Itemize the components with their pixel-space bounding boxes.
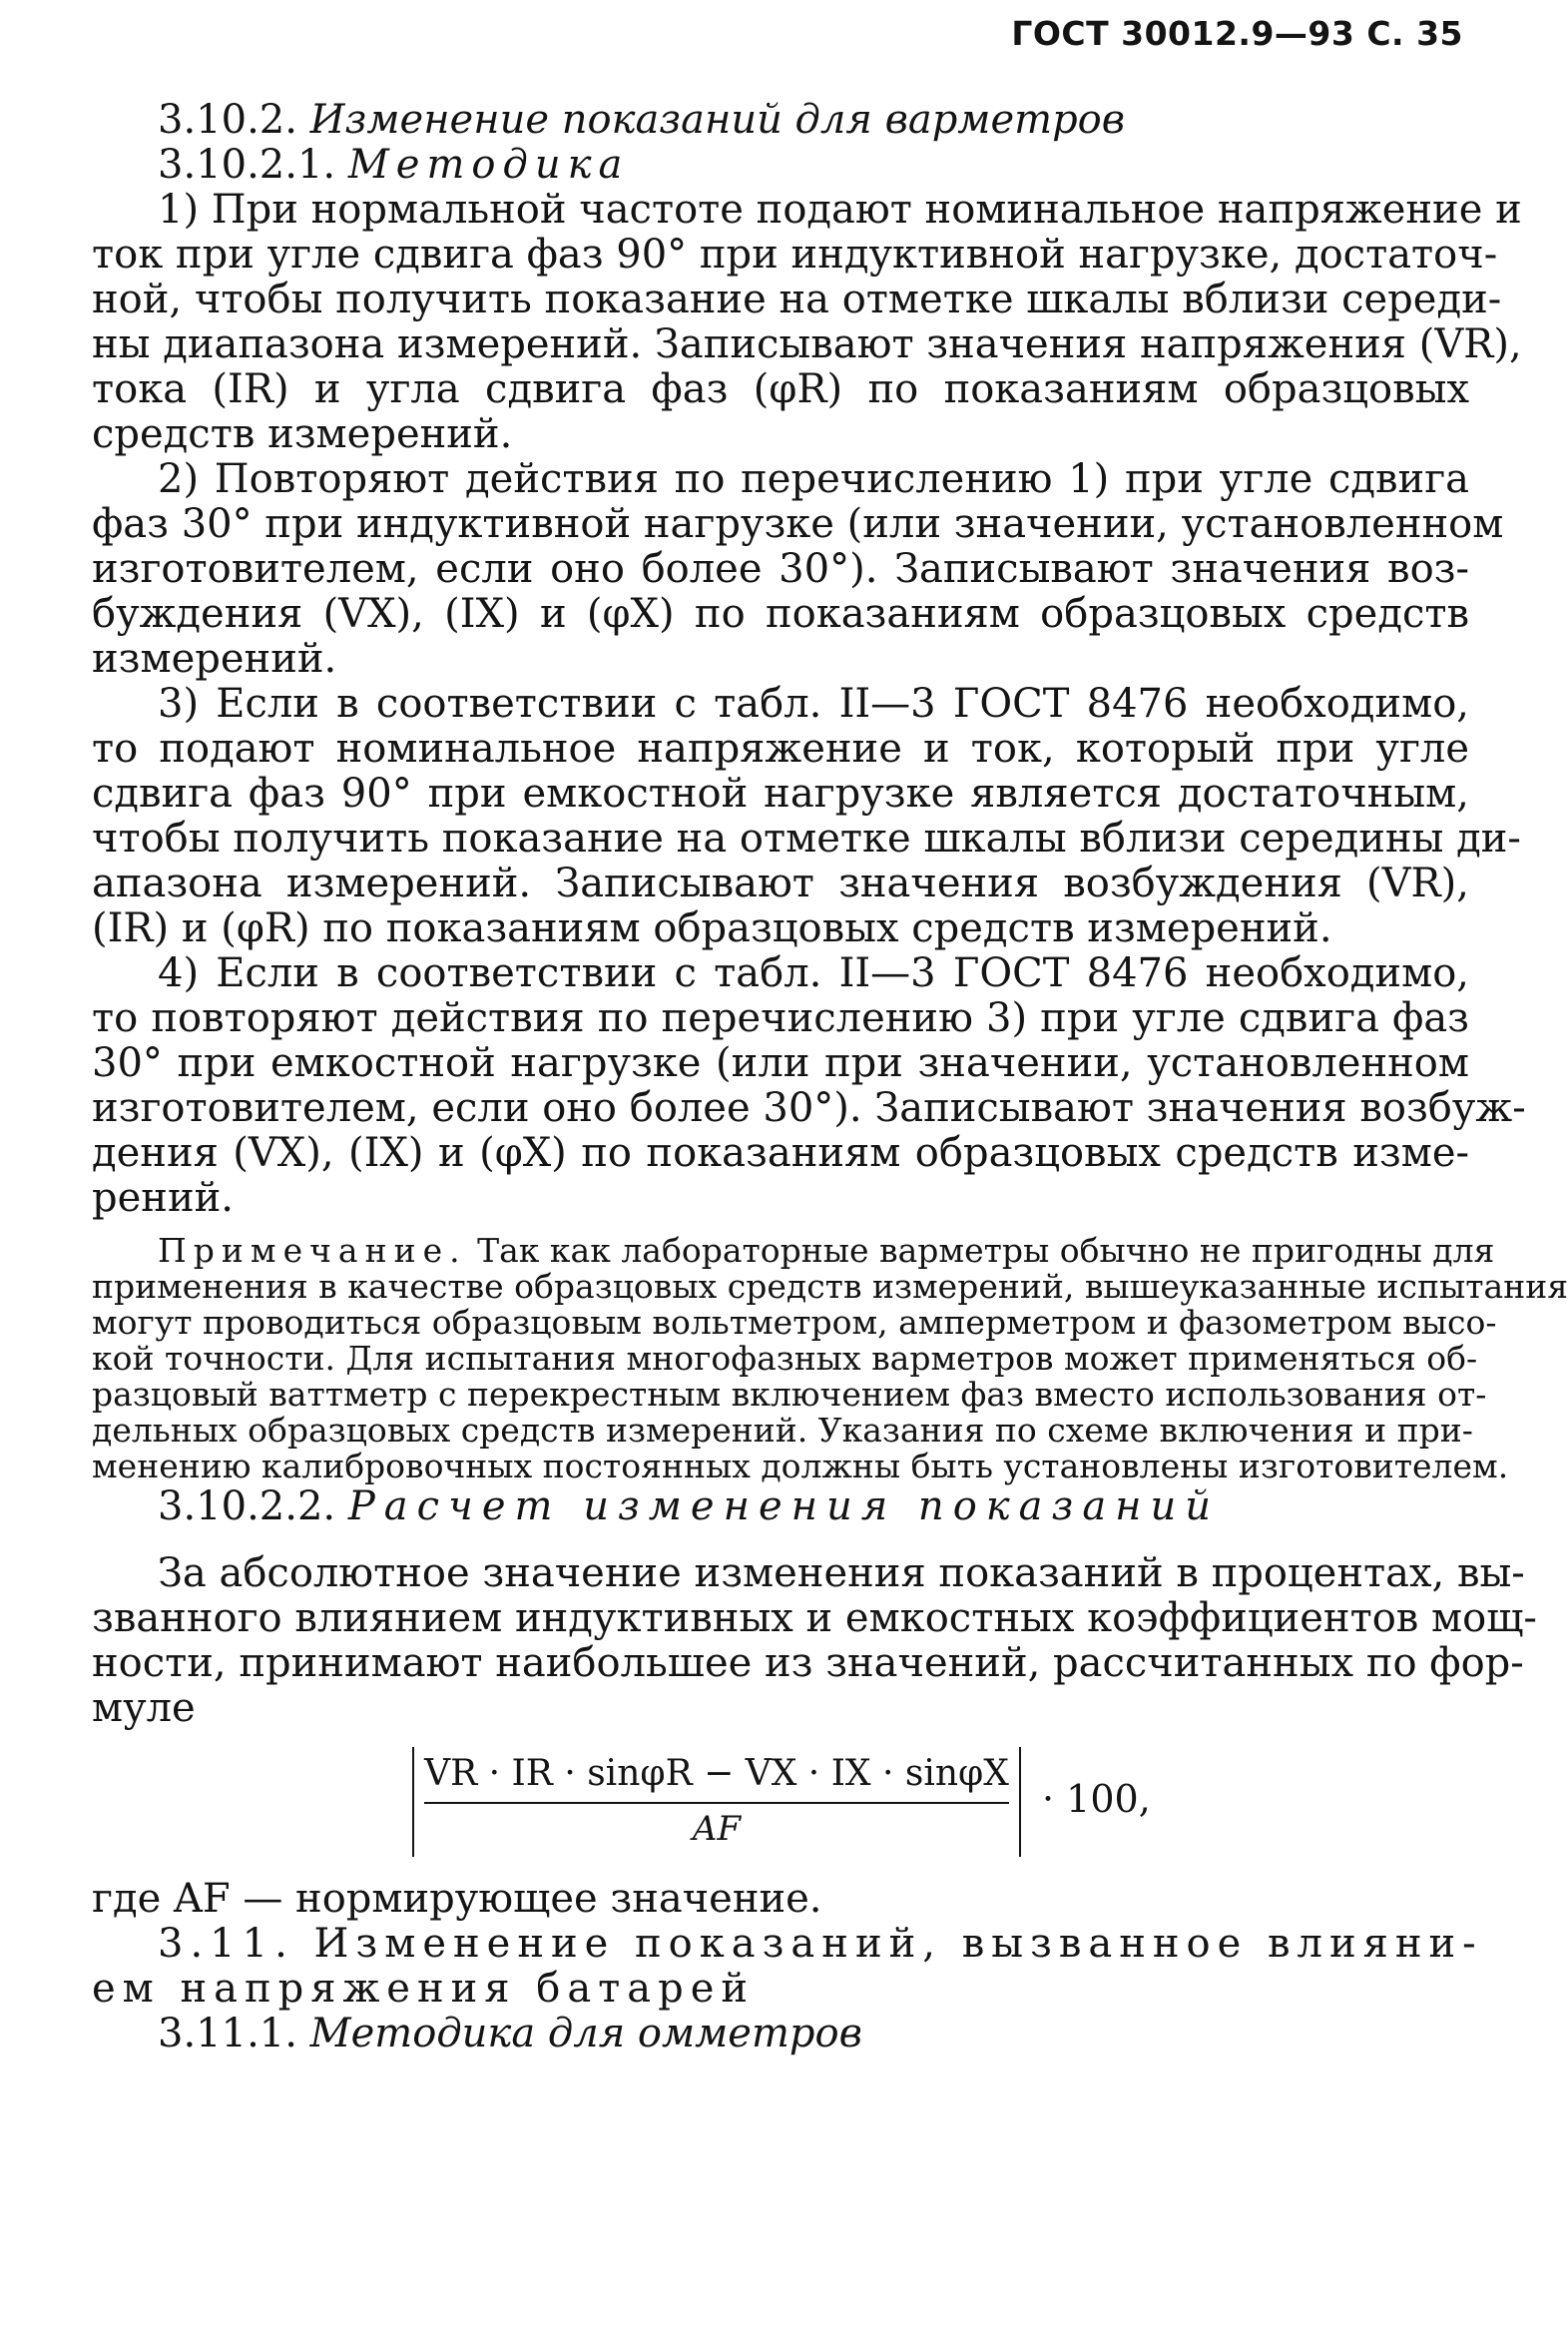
formula-denominator: AF bbox=[692, 1809, 742, 1849]
section-3-10-2-1-heading bbox=[92, 143, 1469, 188]
note-line: могут проводиться образцовым вольтметром, амперметром и фазометром высо- bbox=[92, 1303, 1497, 1342]
text-line: 4) Если в соответствии с табл. II—3 ГОСТ 8476 необходимо, bbox=[158, 950, 1469, 996]
text-line: званного влиянием индуктивных и емкостных коэффициентов мощ- bbox=[92, 1595, 1537, 1641]
text-line: муле bbox=[92, 1685, 196, 1731]
section-number: 3.10.2.1. bbox=[158, 142, 336, 188]
text-line: средств измерений. bbox=[92, 411, 513, 457]
section-title: Расчет изменения показаний bbox=[347, 1483, 1221, 1529]
note-line: дельных образцовых средств измерений. Указания по схеме включения и при- bbox=[92, 1411, 1473, 1450]
text-line: ток при угле сдвига фаз 90° при индуктивной нагрузке, достаточ- bbox=[92, 232, 1498, 278]
section-3-10-2-2-heading bbox=[92, 1484, 1469, 1529]
section-number: 3.10.2. bbox=[158, 97, 297, 143]
text-line: сдвига фаз 90° при емкостной нагрузке является достаточным, bbox=[92, 771, 1469, 817]
section-number: 3.11.1. bbox=[158, 2011, 297, 2056]
page-content bbox=[92, 97, 1568, 2056]
note-line: кой точности. Для испытания многофазных варметров может применяться об- bbox=[92, 1339, 1478, 1378]
text-line: то подают номинальное напряжение и ток, который при угле bbox=[92, 726, 1469, 772]
text-line: изготовителем, если оно более 30°). Записывают значения воз- bbox=[92, 546, 1469, 592]
section-number: 3.10.2.2. bbox=[158, 1483, 336, 1529]
formula-numerator: VR · IR · sinφR − VX · IX · sinφX bbox=[424, 1753, 1009, 1794]
section-title: Методика для омметров bbox=[309, 2011, 862, 2056]
text-line: чтобы получить показание на отметке шкалы вблизи середины ди- bbox=[92, 816, 1521, 862]
section-3-11-1-heading bbox=[92, 2012, 1469, 2056]
section-title: Методика bbox=[347, 142, 630, 188]
absolute-value-bars bbox=[412, 1747, 1021, 1857]
note-label: Примечание. bbox=[158, 1231, 467, 1270]
section-3-11-heading-line2: ем напряжения батарей bbox=[92, 1966, 756, 2012]
text-line: фаз 30° при индуктивной нагрузке (или значении, установленном bbox=[92, 501, 1504, 547]
note-text: Так как лабораторные варметры обычно не пригодны для bbox=[477, 1231, 1495, 1270]
section-title: Изменение показаний, вызванное влияни- bbox=[313, 1921, 1483, 1967]
formula-multiplier: · 100, bbox=[1042, 1777, 1151, 1821]
note-line: разцовый ваттметр с перекрестным включением фаз вместо использования от- bbox=[92, 1375, 1487, 1414]
note-line bbox=[92, 1231, 1495, 1270]
item-2-paragraph bbox=[92, 456, 1504, 682]
text-line: то повторяют действия по перечислению 3) при угле сдвига фаз bbox=[92, 995, 1469, 1041]
text-line: рений. bbox=[92, 1175, 234, 1221]
formula bbox=[92, 1747, 1469, 1863]
text-line: 2) Повторяют действия по перечислению 1) при угле сдвига bbox=[158, 456, 1469, 502]
abs-value-paragraph bbox=[92, 1550, 1537, 1731]
note-line: применения в качестве образцовых средств измерений, вышеуказанные испытания bbox=[92, 1267, 1568, 1306]
note-line: менению калибровочных постоянных должны быть установлены изготовителем. bbox=[92, 1447, 1509, 1485]
note-block bbox=[92, 1231, 1568, 1485]
item-3-paragraph bbox=[92, 681, 1521, 951]
text-line: тока (IR) и угла сдвига фаз (φR) по показаниям образцовых bbox=[92, 366, 1469, 412]
section-3-11-heading-line1 bbox=[92, 1921, 1483, 1967]
text-line: дения (VX), (IX) и (φX) по показаниям образцовых средств изме- bbox=[92, 1130, 1469, 1176]
text-line: ной, чтобы получить показание на отметке шкалы вблизи середи- bbox=[92, 277, 1502, 322]
item-1-paragraph bbox=[92, 187, 1522, 457]
text-line: (IR) и (φR) по показаниям образцовых средств измерений. bbox=[92, 905, 1332, 951]
text-line: ности, принимают наибольшее из значений, рассчитанных по фор- bbox=[92, 1640, 1524, 1686]
text-line: буждения (VX), (IX) и (φX) по показаниям образцовых средств bbox=[92, 591, 1469, 637]
item-4-paragraph bbox=[92, 950, 1526, 1221]
section-title: Изменение показаний для варметров bbox=[309, 97, 1126, 143]
text-line: апазона измерений. Записывают значения возбуждения (VR), bbox=[92, 861, 1469, 906]
text-line: изготовителем, если оно более 30°). Записывают значения возбуж- bbox=[92, 1085, 1526, 1131]
text-line: измерений. bbox=[92, 636, 337, 682]
fraction-bar bbox=[424, 1802, 1009, 1804]
text-line: 1) При нормальной частоте подают номинальное напряжение и bbox=[158, 187, 1522, 233]
section-number: 3.11. bbox=[158, 1921, 294, 1967]
text-line: 3) Если в соответствии с табл. II—3 ГОСТ 8476 необходимо, bbox=[158, 681, 1469, 727]
text-line: 30° при емкостной нагрузке (или при значении, установленном bbox=[92, 1040, 1469, 1086]
text-line: За абсолютное значение изменения показаний в процентах, вы- bbox=[158, 1550, 1525, 1596]
where-line: где AF — нормирующее значение. bbox=[92, 1876, 822, 1922]
text-line: ны диапазона измерений. Записывают значения напряжения (VR), bbox=[92, 321, 1522, 367]
page-header: ГОСТ 30012.9—93 С. 35 bbox=[1011, 14, 1463, 53]
section-3-10-2-heading bbox=[92, 98, 1469, 143]
